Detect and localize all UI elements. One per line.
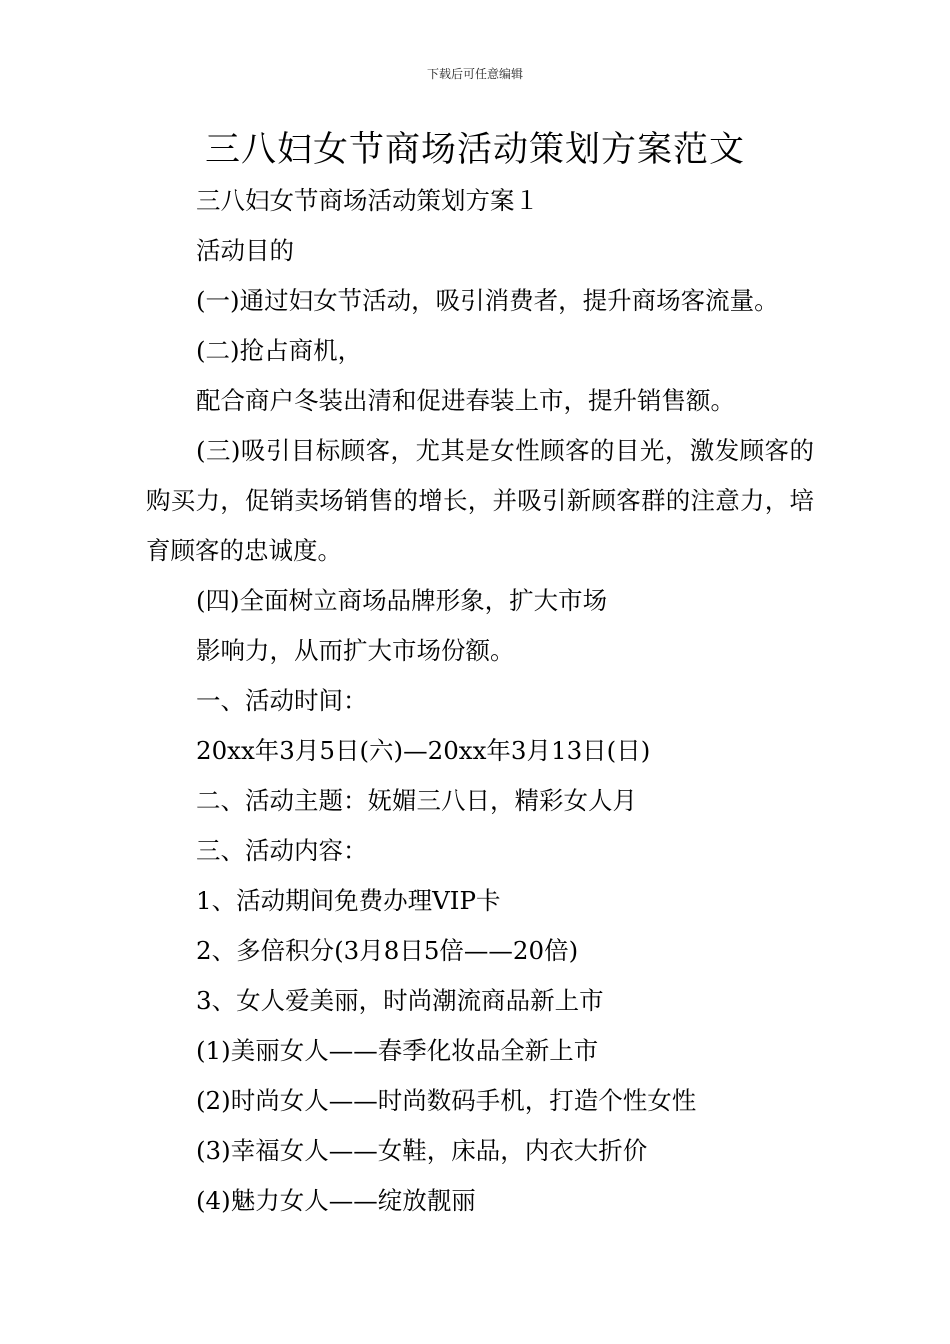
paragraph: 影响力，从而扩大市场份额。 — [196, 636, 515, 665]
header-note: 下载后可任意编辑 — [426, 67, 523, 81]
paragraph: 配合商户冬装出清和促进春装上市，提升销售额。 — [196, 386, 735, 415]
list-item: 1、活动期间免费办理VIP卡 — [196, 886, 501, 915]
paragraph: 活动目的 — [196, 236, 294, 265]
list-item: 3、女人爱美丽，时尚潮流商品新上市 — [196, 986, 604, 1015]
paragraph: (二)抢占商机， — [196, 336, 363, 365]
paragraph: 二、活动主题：妩媚三八日，精彩女人月 — [196, 786, 637, 815]
list-item: (4)魅力女人——绽放靓丽 — [196, 1186, 476, 1215]
list-item: (2)时尚女人——时尚数码手机，打造个性女性 — [196, 1086, 697, 1115]
paragraph: 20xx年3月5日(六)—20xx年3月13日(日) — [196, 736, 651, 765]
paragraph: 三、活动内容： — [196, 836, 368, 865]
list-item: (1)美丽女人——春季化妆品全新上市 — [196, 1036, 599, 1065]
document-body — [146, 176, 814, 1226]
section-heading: 三八妇女节商场活动策划方案１ — [196, 186, 539, 215]
paragraph: (一)通过妇女节活动，吸引消费者，提升商场客流量。 — [196, 286, 779, 315]
document-title: 三八妇女节商场活动策划方案范文 — [204, 130, 745, 170]
list-item: 2、多倍积分(3月8日5倍——20倍) — [196, 936, 579, 965]
paragraph: (四)全面树立商场品牌形象，扩大市场 — [196, 586, 608, 615]
list-item: (3)幸福女人——女鞋，床品，内衣大折价 — [196, 1136, 648, 1165]
paragraph: (三)吸引目标顾客，尤其是女性顾客的目光，激发顾客的购买力，促销卖场销售的增长，并吸引新顾客群的注意力，培育顾客的忠诚度。 — [146, 436, 814, 565]
paragraph: 一、活动时间： — [196, 686, 368, 715]
